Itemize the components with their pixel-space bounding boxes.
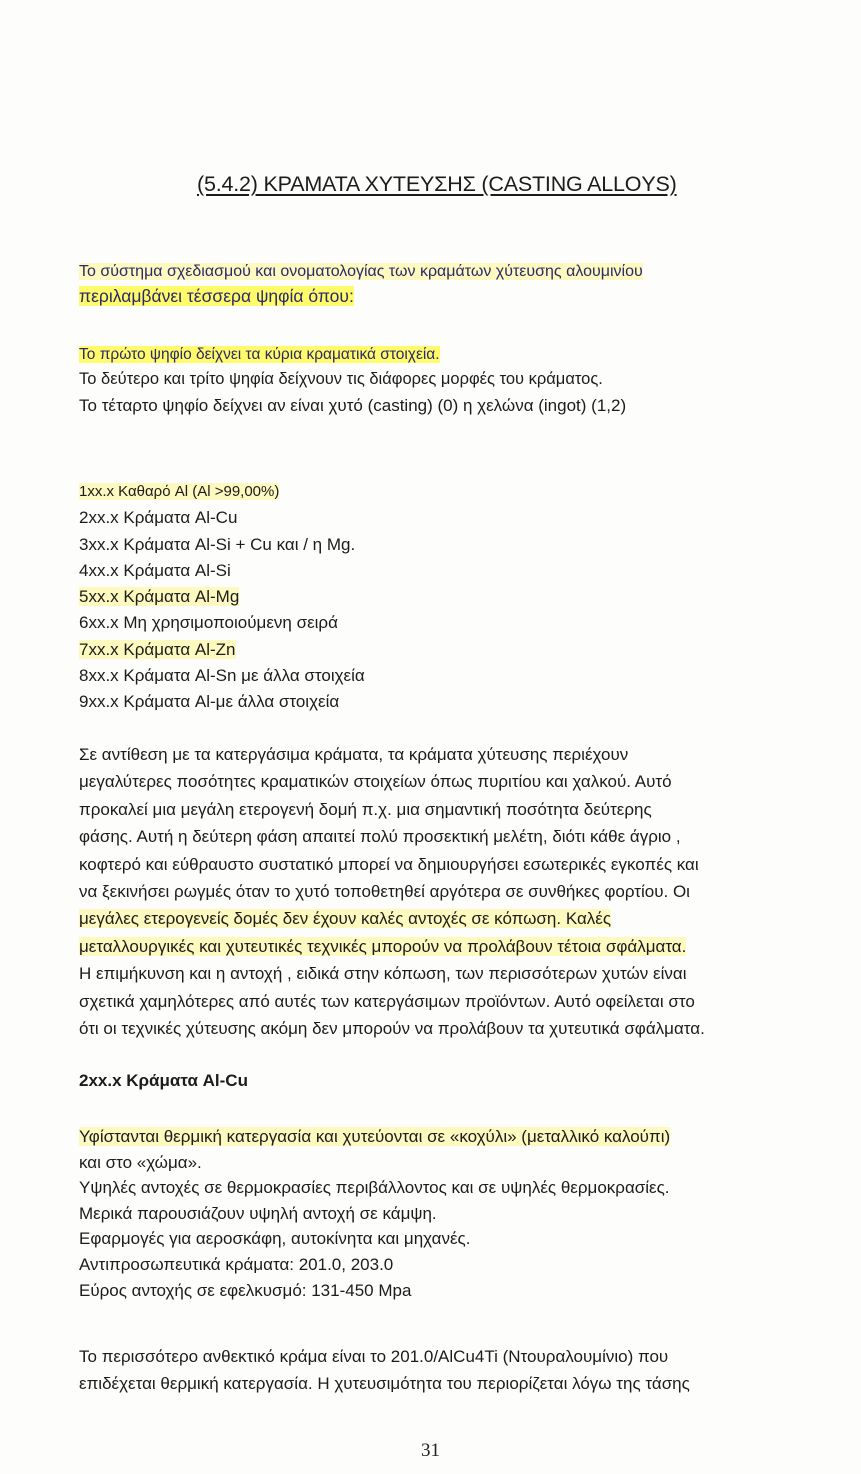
list-item: Υφίστανται θερμική κατεργασία και χυτεύονται σε «κοχύλι» (μεταλλικό καλούπι) [79,1127,671,1146]
list-item: Αντιπροσωπευτικά κράματα: 201.0, 203.0 [79,1254,394,1274]
section-heading: (5.4.2) ΚΡΑΜΑΤΑ ΧΥΤΕΥΣΗΣ (CASTING ALLOYS) [197,172,677,196]
paragraph-line: φάσης. Αυτή η δεύτερη φάση απαιτεί πολύ προσεκτική μελέτη, διότι κάθε άγριο , [79,827,681,847]
paragraph-line: ότι οι τεχνικές χύτευσης ακόμη δεν μπορούν να προλάβουν τα χυτευτικά σφάλματα. [79,1019,705,1039]
paragraph-line: προκαλεί μια μεγάλη ετερογενή δομή π.χ. μια σημαντική ποσότητα δεύτερης [79,799,652,819]
paragraph-line: να ξεκινήσει ρωγμές όταν το χυτό τοποθετηθεί αργότερα σε συνθήκες φορτίου. Οι [79,882,690,902]
list-item: 4xx.x Κράματα Al-Si [79,560,231,580]
paragraph-line: επιδέχεται θερμική κατεργασία. Η χυτευσιμότητα του περιορίζεται λόγω της τάσης [79,1374,690,1393]
paragraph-line: Σε αντίθεση με τα κατεργάσιμα κράματα, τα κράματα χύτευσης περιέχουν [79,745,629,764]
list-item: 6xx.x Μη χρησιμοποιούμενη σειρά [79,613,338,633]
list-item: 8xx.x Κράματα Al-Sn με άλλα στοιχεία [79,666,365,686]
paragraph-line: Το περισσότερο ανθεκτικό κράμα είναι το 201.0/AlCu4Ti (Ντουραλουμίνιο) που [79,1347,669,1366]
paragraph-line: σχετικά χαμηλότερες από αυτές των κατεργάσιμων προϊόντων. Αυτό οφείλεται στο [79,991,695,1011]
subsection-lines [79,1124,670,1303]
digit-line-1: Το πρώτο ψηφίο δείχνει τα κύρια κραματικά στοιχεία. [79,346,440,363]
closing-paragraph [79,1343,690,1397]
list-item: Εύρος αντοχής σε εφελκυσμό: 131-450 Mpa [79,1280,412,1300]
paragraph-line: μεγαλύτερες ποσότητες κραματικών στοιχείων όπως πυριτίου και χαλκού. Αυτό [79,772,672,792]
body-paragraph [79,741,824,1042]
list-item: Υψηλές αντοχές σε θερμοκρασίες περιβάλλοντος και σε υψηλές θερμοκρασίες. [79,1178,670,1198]
list-item: Εφαρμογές για αεροσκάφη, αυτοκίνητα και μηχανές. [79,1229,471,1249]
digit-line-3: Το τέταρτο ψηφίο δείχνει αν είναι χυτό (casting) (0) η χελώνα (ingot) (1,2) [79,396,627,415]
list-item: 5xx.x Κράματα Al-Mg [79,587,240,607]
intro-line-1: Το σύστημα σχεδιασμού και ονοματολογίας των κραμάτων χύτευσης αλουμινίου [79,263,643,280]
list-item: 3xx.x Κράματα Al-Si + Cu και / η Mg. [79,534,356,554]
alloy-series-list [79,478,365,716]
intro-line-2: περιλαμβάνει τέσσερα ψηφία όπου: [79,286,354,306]
list-item: 1xx.x Καθαρό Al (Al >99,00%) [79,483,280,500]
page-number: 31 [421,1440,440,1461]
list-item: 7xx.x Κράματα Al-Zn [79,639,236,659]
subsection-title: 2xx.x Κράματα Al-Cu [79,1071,248,1090]
paragraph-line: Η επιμήκυνση και η αντοχή , ειδικά στην κόπωση, των περισσότερων χυτών είναι [79,964,687,984]
list-item: 9xx.x Κράματα Al-με άλλα στοιχεία [79,692,340,712]
paragraph-line: μεγάλες ετερογενείς δομές δεν έχουν καλές αντοχές σε κόπωση. Καλές [79,909,612,929]
digit-line-2: Το δεύτερο και τρίτο ψηφία δείχνουν τις διάφορες μορφές του κράματος. [79,370,603,388]
list-item: Μερικά παρουσιάζουν υψηλή αντοχή σε κάμψη. [79,1203,437,1223]
list-item: και στο «χώμα». [79,1152,202,1172]
paragraph-line: μεταλλουργικές και χυτευτικές τεχνικές μπορούν να προλάβουν τέτοια σφάλματα. [79,936,687,956]
paragraph-line: κοφτερό και εύθραυστο συστατικό μπορεί να δημιουργήσει εσωτερικές εγκοπές και [79,854,699,874]
list-item: 2xx.x Κράματα Al-Cu [79,508,238,528]
